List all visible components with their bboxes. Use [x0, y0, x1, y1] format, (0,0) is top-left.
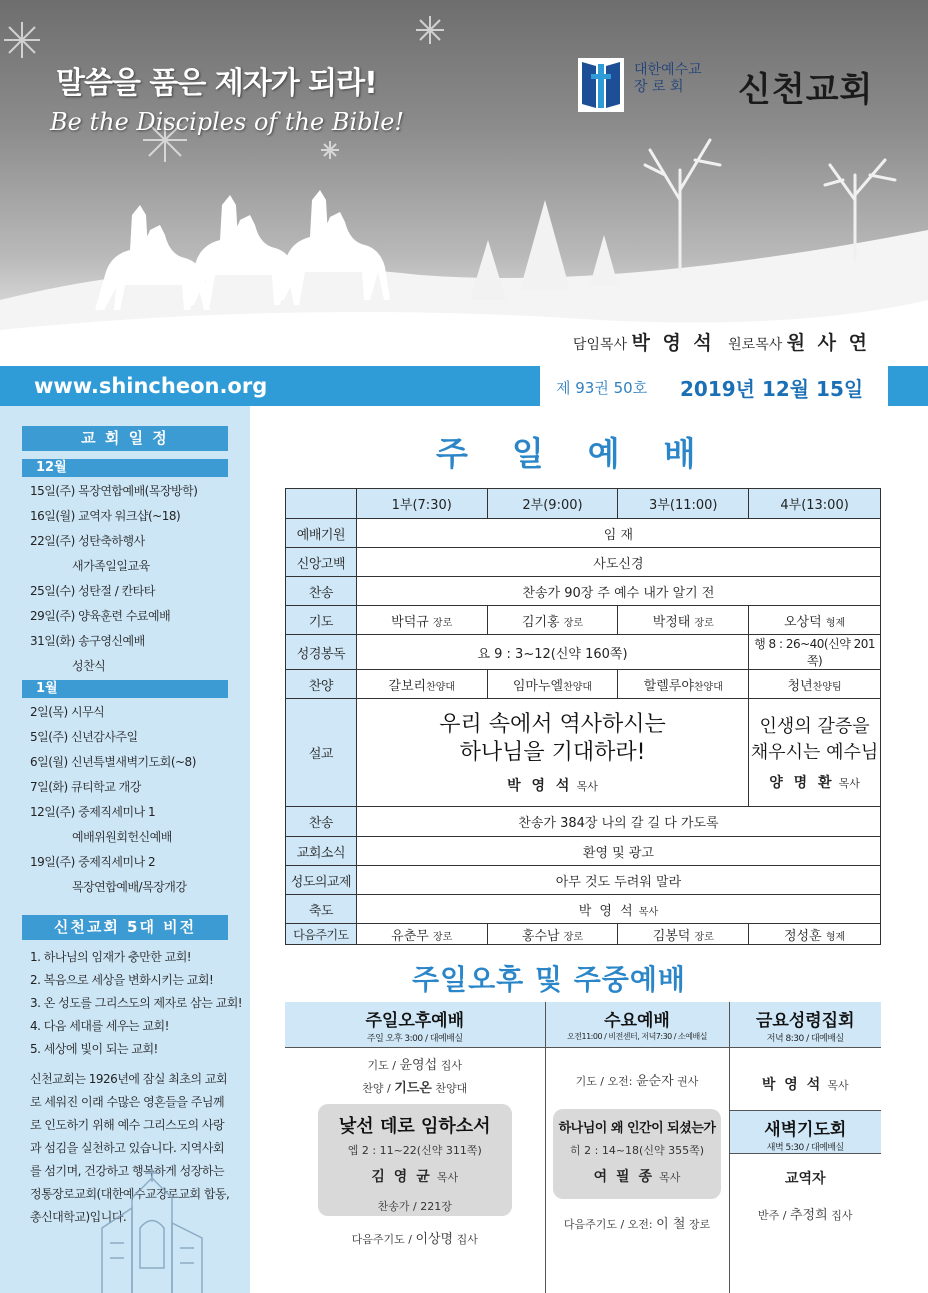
sermon-4th-line1: 인생의 갈증을: [759, 715, 870, 737]
friday-speaker: [730, 1048, 882, 1110]
row-label: 예배기원: [286, 519, 357, 548]
person-name: 홍수남: [521, 928, 560, 944]
choir-role: 찬양대: [693, 681, 723, 693]
schedule-item: 29일(주) 양육훈련 수료예배: [30, 609, 171, 623]
accompanist-label: 반주 /: [758, 1209, 787, 1222]
next-prayer-name: 이상명: [415, 1232, 454, 1247]
website-link[interactable]: www.shincheon.org: [34, 374, 268, 398]
issue-number: 제 93권 50호: [556, 379, 648, 397]
info-bar: [0, 366, 928, 406]
winter-illustration: [0, 0, 928, 366]
row-label: 성도의교제: [286, 866, 357, 895]
benediction-name: 박 영 석: [578, 903, 635, 919]
row-label: 찬송: [286, 807, 357, 837]
wednesday-title: 수요예배: [604, 1011, 670, 1031]
row-label: 찬양: [286, 670, 357, 699]
service-4-header: 4부(13:00): [749, 489, 881, 519]
prayer-line: [285, 1054, 545, 1073]
row-label: 신앙고백: [286, 548, 357, 577]
person-role: 형제: [825, 931, 846, 943]
next-prayer-role: 집사: [456, 1233, 478, 1246]
sermon-title: 낯선 데로 임하소서: [338, 1116, 491, 1137]
schedule-item: 15일(주) 목장연합예배(목장방학): [30, 484, 198, 498]
person-role: 장로: [563, 617, 584, 629]
praise-cell: [749, 670, 881, 699]
church-news: 환영 및 광고: [356, 837, 880, 866]
opening-hymn: 찬송가 90장 주 예수 내가 알기 전: [356, 577, 880, 606]
sermon-4th: [749, 699, 881, 807]
service-1-header: 1부(7:30): [356, 489, 487, 519]
row-label: 축도: [286, 895, 357, 924]
row-label: 기도: [286, 606, 357, 635]
church-intro: 신천교회는 1926년에 잠실 최초의 교회로 세워진 이래 수많은 영혼들을 주님께로 인도하기 위해 예수 그리스도의 사랑과 섬김을 실천하고 있습니다. 지역사회를 섬기며, 건강하고 행복하게 성장하는 정통장로교회(대한예수교장로교회 합동, 총신대학교)입니다.: [30, 1072, 230, 1224]
schedule-item: 7일(화) 큐티학교 개강: [30, 780, 141, 794]
slogan-korean: 말씀을 품은 제자가 되라!: [56, 66, 377, 101]
next-prayer-name: 이 철: [656, 1217, 686, 1232]
vision-item: 4. 다음 세대를 세우는 교회!: [30, 1019, 169, 1033]
schedule-item: 2일(목) 시무식: [30, 705, 105, 719]
preacher-role: 목사: [576, 779, 598, 793]
prayer-label: 기도 /: [367, 1059, 396, 1072]
person-role: 장로: [563, 931, 584, 943]
senior-pastor-label: 담임목사: [572, 337, 628, 353]
next-prayer-cell: [749, 924, 881, 945]
next-prayer-label: 다음주기도 / 오전:: [563, 1218, 653, 1231]
sermon-box: [553, 1109, 721, 1199]
choir-name: 청년: [787, 678, 813, 694]
dawn-title: 새벽기도회: [764, 1120, 847, 1140]
schedule-item: 16일(월) 교역자 워크샵(~18): [30, 509, 181, 523]
vision-item: 5. 세상에 빛이 되는 교회!: [30, 1042, 158, 1056]
schedule-item: 목장연합예배/목장개강: [72, 880, 187, 894]
preacher-role: 목사: [436, 1171, 459, 1184]
prayer-cell: [356, 606, 487, 635]
accompanist-line: [730, 1204, 882, 1223]
person-name: 김기홍: [521, 614, 560, 630]
preacher-role: 목사: [838, 776, 860, 790]
preacher-name: 박 영 석: [507, 777, 573, 794]
person-role: 장로: [694, 617, 714, 629]
accompanist-role: 집사: [831, 1209, 853, 1222]
invocation-value: 임 재: [356, 519, 880, 548]
prayer-cell: [487, 606, 618, 635]
schedule-item: 12일(주) 중제직세미나 1: [30, 805, 156, 819]
sunday-afternoon-time: 주일 오후 3:00 / 대예배실: [366, 1034, 463, 1044]
friday-time: 저녁 8:30 / 대예배실: [766, 1034, 844, 1044]
church-cross-logo-icon: [578, 58, 624, 112]
prayer-role: 권사: [677, 1075, 699, 1088]
denomination-line1: 대한예수교: [634, 62, 702, 78]
pastors-line: [573, 328, 870, 355]
choir-role: 찬양대: [563, 681, 593, 693]
scripture-reading-main: 요 9 : 3~12(신약 160쪽): [356, 635, 748, 670]
accompanist-name: 추정희: [790, 1208, 828, 1223]
praise-cell: [487, 670, 618, 699]
schedule-title: 교 회 일 정: [22, 426, 228, 451]
slogan-english: Be the Disciples of the Bible!: [50, 108, 405, 136]
creed-value: 사도신경: [356, 548, 880, 577]
senior-pastor-name: 박 영 석: [631, 332, 715, 354]
scripture-reading-4th: 행 8 : 26~40(신약 201쪽): [749, 635, 881, 670]
choir-role: 찬양팀: [812, 681, 842, 693]
row-label: 다음주기도: [286, 924, 357, 945]
sunday-afternoon-title: 주일오후예배: [365, 1011, 465, 1031]
person-name: 박덕규: [391, 614, 429, 630]
schedule-item: 5일(주) 신년감사주일: [30, 730, 138, 744]
praise-cell: [618, 670, 749, 699]
schedule-item: 22일(주) 성탄축하행사: [30, 534, 145, 548]
praise-name: 기드온: [394, 1081, 432, 1096]
sunday-afternoon-column: [285, 1002, 545, 1293]
vision-item: 2. 복음으로 세상을 변화시키는 교회!: [30, 973, 214, 987]
preacher-role: 목사: [827, 1079, 849, 1092]
sermon-title-line2: 하나님을 기대하라!: [459, 739, 646, 765]
closing-hymn: 찬송가 384장 나의 갈 길 다 가도록: [356, 807, 880, 837]
emeritus-pastor-name: 원 사 연: [786, 332, 870, 354]
person-role: 형제: [825, 617, 846, 629]
emeritus-pastor-label: 원로목사: [728, 337, 783, 353]
denomination: [634, 62, 702, 96]
choir-role: 찬양대: [426, 681, 456, 693]
sunday-worship-table: [285, 488, 881, 945]
person-role: 장로: [694, 931, 714, 943]
next-prayer-cell: [618, 924, 749, 945]
person-name: 유춘무: [391, 928, 429, 944]
wednesday-time: 오전11:00 / 비전센터, 저녁7:30 / 소예배실: [567, 1032, 707, 1041]
sermon-title: 하나님이 왜 인간이 되셨는가: [558, 1121, 716, 1136]
friday-header: [730, 1002, 882, 1048]
prayer-cell: [749, 606, 881, 635]
schedule-item: 새가족일일교육: [72, 559, 150, 573]
benediction-role: 목사: [638, 906, 659, 918]
person-name: 김봉덕: [652, 928, 691, 944]
table-corner: [286, 489, 357, 519]
next-prayer-role: 장로: [688, 1218, 711, 1231]
hymn: 찬송가 / 221장: [377, 1200, 452, 1213]
prayer-role: 집사: [440, 1059, 462, 1072]
person-name: 정성훈: [784, 928, 822, 944]
sermon-box: [318, 1104, 512, 1216]
person-name: 박정태: [652, 614, 691, 630]
sermon-4th-line2: 채우시는 예수님: [750, 741, 879, 763]
service-2-header: 2부(9:00): [487, 489, 618, 519]
schedule-item: 6일(월) 신년특별새벽기도회(~8): [30, 755, 196, 769]
weekday-worship-table: [285, 1002, 881, 1293]
dawn-leader: 교역자: [784, 1171, 826, 1187]
preacher-name: 박 영 석: [761, 1077, 823, 1093]
vision-item: 1. 하나님의 임재가 충만한 교회!: [30, 950, 192, 964]
next-prayer-line: [546, 1213, 729, 1232]
praise-role: 찬양대: [435, 1082, 468, 1095]
prayer-cell: [618, 606, 749, 635]
next-prayer-label: 다음주기도 /: [351, 1233, 412, 1246]
wednesday-header: [546, 1002, 729, 1048]
next-prayer-cell: [487, 924, 618, 945]
dawn-time: 새벽 5:30 / 대예배실: [766, 1143, 844, 1153]
sunday-afternoon-header: [285, 1002, 545, 1048]
scripture: 히 2 : 14~18(신약 355쪽): [570, 1144, 704, 1157]
person-role: 장로: [432, 931, 453, 943]
sermon-main: [356, 699, 748, 807]
praise-cell: [356, 670, 487, 699]
sermon-title-line1: 우리 속에서 역사하시는: [439, 711, 666, 737]
preacher-name: 양 명 환: [769, 774, 835, 791]
month-december: 12월: [22, 459, 228, 477]
benediction: [356, 895, 880, 924]
prayer-name: 윤영섭: [399, 1058, 438, 1073]
preacher-name: 여 필 종: [593, 1169, 654, 1185]
preacher-role: 목사: [659, 1171, 681, 1184]
scripture: 엡 2 : 11~22(신약 311쪽): [347, 1144, 482, 1157]
fellowship-song: 아무 것도 두려워 말라: [356, 866, 880, 895]
issue-date: 2019년 12월 15일: [680, 377, 864, 401]
service-3-header: 3부(11:00): [618, 489, 749, 519]
weekday-worship-title: 주일오후 및 주중예배: [412, 963, 686, 996]
choir-name: 할렐루야: [643, 678, 694, 694]
friday-dawn-column: [729, 1002, 881, 1293]
month-january: 1월: [22, 680, 228, 698]
praise-label: 찬양 /: [362, 1082, 391, 1095]
person-name: 오상덕: [784, 614, 822, 630]
vision-item: 3. 온 성도를 그리스도의 제자로 삼는 교회!: [30, 996, 243, 1010]
wednesday-column: [545, 1002, 729, 1293]
choir-name: 임마누엘: [512, 678, 564, 694]
preacher-name: 김 영 균: [371, 1169, 432, 1185]
church-name: 신천교회: [738, 70, 874, 110]
row-label: 교회소식: [286, 837, 357, 866]
row-label: 성경봉독: [286, 635, 357, 670]
denomination-line2: 장 로 회: [634, 79, 684, 95]
choir-name: 갈보리: [388, 678, 427, 694]
vision-title: 신천교회 5대 비전: [22, 915, 228, 940]
header-banner: [0, 0, 928, 366]
schedule-item: 성찬식: [72, 659, 106, 673]
person-role: 장로: [432, 617, 453, 629]
dawn-header: [730, 1110, 882, 1154]
sunday-worship-title: 주일예배: [436, 434, 740, 473]
next-prayer-cell: [356, 924, 487, 945]
praise-line: [285, 1077, 545, 1096]
schedule-item: 25일(수) 성탄절 / 칸타타: [30, 584, 155, 598]
schedule-item: 31일(화) 송구영신예배: [30, 634, 145, 648]
row-label: 찬송: [286, 577, 357, 606]
row-label: 설교: [286, 699, 357, 807]
schedule-item: 19일(주) 중제직세미나 2: [30, 855, 156, 869]
prayer-name: 윤순자: [635, 1074, 674, 1089]
schedule-item: 예배위원회헌신예배: [72, 830, 172, 844]
friday-title: 금요성령집회: [755, 1011, 855, 1031]
church-building-icon: [92, 1168, 212, 1293]
prayer-line: [546, 1070, 729, 1089]
prayer-label: 기도 / 오전:: [575, 1075, 633, 1088]
next-prayer-line: [285, 1228, 545, 1247]
